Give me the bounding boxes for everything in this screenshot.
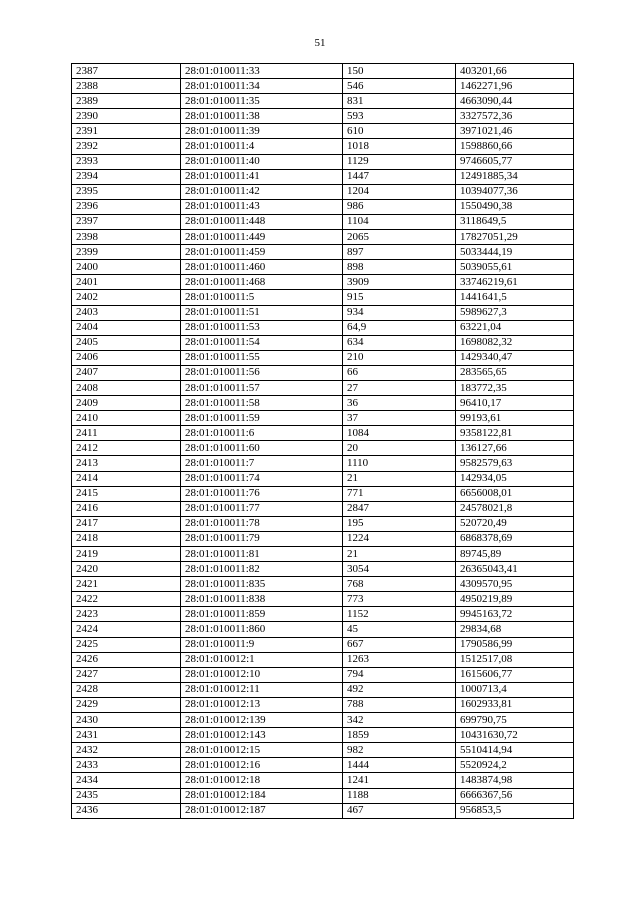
table-row xyxy=(72,94,574,109)
cadastral-number-cell: 28:01:010011:459 xyxy=(181,245,343,260)
area-cell: 2847 xyxy=(343,501,456,516)
area-cell: 1263 xyxy=(343,652,456,667)
area-cell: 1188 xyxy=(343,788,456,803)
area-cell: 210 xyxy=(343,350,456,365)
row-number-cell: 2391 xyxy=(72,124,181,139)
row-number-cell: 2421 xyxy=(72,577,181,592)
row-number-cell: 2425 xyxy=(72,637,181,652)
cadastral-number-cell: 28:01:010011:43 xyxy=(181,199,343,214)
row-number-cell: 2430 xyxy=(72,713,181,728)
cadastral-number-cell: 28:01:010012:187 xyxy=(181,803,343,818)
cadastral-value-cell: 3118649,5 xyxy=(456,214,574,229)
cadastral-number-cell: 28:01:010012:1 xyxy=(181,652,343,667)
table-row xyxy=(72,154,574,169)
cadastral-value-cell: 1550490,38 xyxy=(456,199,574,214)
table-row xyxy=(72,320,574,335)
table-row xyxy=(72,230,574,245)
area-cell: 986 xyxy=(343,199,456,214)
area-cell: 771 xyxy=(343,486,456,501)
cadastral-number-cell: 28:01:010011:7 xyxy=(181,456,343,471)
cadastral-number-cell: 28:01:010011:34 xyxy=(181,79,343,94)
area-cell: 897 xyxy=(343,245,456,260)
table-row xyxy=(72,169,574,184)
table-row xyxy=(72,335,574,350)
cadastral-value-cell: 99193,61 xyxy=(456,411,574,426)
cadastral-value-cell: 1602933,81 xyxy=(456,697,574,712)
cadastral-number-cell: 28:01:010011:42 xyxy=(181,184,343,199)
cadastral-number-cell: 28:01:010012:16 xyxy=(181,758,343,773)
area-cell: 667 xyxy=(343,637,456,652)
area-cell: 634 xyxy=(343,335,456,350)
cadastral-value-cell: 1790586,99 xyxy=(456,637,574,652)
area-cell: 788 xyxy=(343,697,456,712)
area-cell: 1224 xyxy=(343,531,456,546)
area-cell: 2065 xyxy=(343,230,456,245)
row-number-cell: 2405 xyxy=(72,335,181,350)
cadastral-value-cell: 5989627,3 xyxy=(456,305,574,320)
cadastral-number-cell: 28:01:010011:55 xyxy=(181,350,343,365)
row-number-cell: 2436 xyxy=(72,803,181,818)
area-cell: 1444 xyxy=(343,758,456,773)
cadastral-value-cell: 17827051,29 xyxy=(456,230,574,245)
area-cell: 915 xyxy=(343,290,456,305)
cadastral-number-cell: 28:01:010011:54 xyxy=(181,335,343,350)
table-row xyxy=(72,426,574,441)
cadastral-number-cell: 28:01:010011:57 xyxy=(181,380,343,395)
cadastral-value-cell: 9358122,81 xyxy=(456,426,574,441)
row-number-cell: 2396 xyxy=(72,199,181,214)
cadastral-value-cell: 1615606,77 xyxy=(456,667,574,682)
area-cell: 36 xyxy=(343,396,456,411)
area-cell: 1084 xyxy=(343,426,456,441)
cadastral-number-cell: 28:01:010011:38 xyxy=(181,109,343,124)
area-cell: 934 xyxy=(343,305,456,320)
row-number-cell: 2411 xyxy=(72,426,181,441)
cadastral-value-cell: 4950219,89 xyxy=(456,592,574,607)
row-number-cell: 2415 xyxy=(72,486,181,501)
area-cell: 1152 xyxy=(343,607,456,622)
cadastral-number-cell: 28:01:010011:468 xyxy=(181,275,343,290)
cadastral-value-cell: 33746219,61 xyxy=(456,275,574,290)
area-cell: 1447 xyxy=(343,169,456,184)
area-cell: 3054 xyxy=(343,562,456,577)
cadastral-number-cell: 28:01:010011:59 xyxy=(181,411,343,426)
row-number-cell: 2402 xyxy=(72,290,181,305)
area-cell: 467 xyxy=(343,803,456,818)
cadastral-number-cell: 28:01:010011:76 xyxy=(181,486,343,501)
cadastral-number-cell: 28:01:010011:79 xyxy=(181,531,343,546)
table-row xyxy=(72,728,574,743)
cadastral-number-cell: 28:01:010011:9 xyxy=(181,637,343,652)
cadastral-value-cell: 89745,89 xyxy=(456,547,574,562)
table-row xyxy=(72,275,574,290)
cadastral-number-cell: 28:01:010011:41 xyxy=(181,169,343,184)
cadastral-value-cell: 956853,5 xyxy=(456,803,574,818)
area-cell: 3909 xyxy=(343,275,456,290)
row-number-cell: 2412 xyxy=(72,441,181,456)
table-row xyxy=(72,441,574,456)
area-cell: 150 xyxy=(343,64,456,79)
cadastral-number-cell: 28:01:010012:143 xyxy=(181,728,343,743)
cadastral-value-cell: 183772,35 xyxy=(456,380,574,395)
cadastral-number-cell: 28:01:010011:56 xyxy=(181,365,343,380)
cadastral-value-cell: 3327572,36 xyxy=(456,109,574,124)
table-row xyxy=(72,305,574,320)
table-row xyxy=(72,486,574,501)
cadastral-value-cell: 1441641,5 xyxy=(456,290,574,305)
cadastral-number-cell: 28:01:010012:15 xyxy=(181,743,343,758)
row-number-cell: 2401 xyxy=(72,275,181,290)
area-cell: 1129 xyxy=(343,154,456,169)
area-cell: 982 xyxy=(343,743,456,758)
cadastral-value-cell: 1429340,47 xyxy=(456,350,574,365)
table-row xyxy=(72,199,574,214)
table-row xyxy=(72,803,574,818)
row-number-cell: 2392 xyxy=(72,139,181,154)
row-number-cell: 2431 xyxy=(72,728,181,743)
cadastral-value-cell: 520720,49 xyxy=(456,516,574,531)
table-row xyxy=(72,139,574,154)
row-number-cell: 2398 xyxy=(72,230,181,245)
area-cell: 794 xyxy=(343,667,456,682)
page-number: 51 xyxy=(314,37,326,49)
area-cell: 831 xyxy=(343,94,456,109)
cadastral-value-cell: 4309570,95 xyxy=(456,577,574,592)
row-number-cell: 2433 xyxy=(72,758,181,773)
table-row xyxy=(72,622,574,637)
row-number-cell: 2424 xyxy=(72,622,181,637)
table-row xyxy=(72,501,574,516)
row-number-cell: 2426 xyxy=(72,652,181,667)
row-number-cell: 2407 xyxy=(72,365,181,380)
row-number-cell: 2410 xyxy=(72,411,181,426)
row-number-cell: 2397 xyxy=(72,214,181,229)
area-cell: 342 xyxy=(343,713,456,728)
cadastral-number-cell: 28:01:010011:39 xyxy=(181,124,343,139)
table-row xyxy=(72,788,574,803)
row-number-cell: 2414 xyxy=(72,471,181,486)
cadastral-number-cell: 28:01:010012:10 xyxy=(181,667,343,682)
row-number-cell: 2423 xyxy=(72,607,181,622)
area-cell: 1859 xyxy=(343,728,456,743)
table-row xyxy=(72,184,574,199)
table-row xyxy=(72,773,574,788)
area-cell: 21 xyxy=(343,547,456,562)
table-row xyxy=(72,758,574,773)
table-row xyxy=(72,562,574,577)
cadastral-value-cell: 4663090,44 xyxy=(456,94,574,109)
cadastral-number-cell: 28:01:010012:139 xyxy=(181,713,343,728)
area-cell: 1104 xyxy=(343,214,456,229)
cadastral-number-cell: 28:01:010011:4 xyxy=(181,139,343,154)
table-row xyxy=(72,577,574,592)
row-number-cell: 2428 xyxy=(72,682,181,697)
table-row xyxy=(72,64,574,79)
cadastral-value-cell: 6868378,69 xyxy=(456,531,574,546)
cadastral-value-cell: 1598860,66 xyxy=(456,139,574,154)
cadastral-value-cell: 24578021,8 xyxy=(456,501,574,516)
table-row xyxy=(72,214,574,229)
area-cell: 21 xyxy=(343,471,456,486)
cadastral-value-cell: 63221,04 xyxy=(456,320,574,335)
table-row xyxy=(72,607,574,622)
table-row xyxy=(72,637,574,652)
row-number-cell: 2388 xyxy=(72,79,181,94)
table-row xyxy=(72,667,574,682)
cadastral-value-cell: 10394077,36 xyxy=(456,184,574,199)
area-cell: 768 xyxy=(343,577,456,592)
cadastral-value-cell: 29834,68 xyxy=(456,622,574,637)
area-cell: 1204 xyxy=(343,184,456,199)
cadastral-value-cell: 5033444,19 xyxy=(456,245,574,260)
table-row xyxy=(72,109,574,124)
cadastral-number-cell: 28:01:010011:448 xyxy=(181,214,343,229)
area-cell: 64,9 xyxy=(343,320,456,335)
table-row xyxy=(72,682,574,697)
table-row xyxy=(72,260,574,275)
table-row xyxy=(72,79,574,94)
cadastral-value-cell: 12491885,34 xyxy=(456,169,574,184)
row-number-cell: 2432 xyxy=(72,743,181,758)
area-cell: 45 xyxy=(343,622,456,637)
table-row xyxy=(72,365,574,380)
row-number-cell: 2390 xyxy=(72,109,181,124)
cadastral-value-cell: 9582579,63 xyxy=(456,456,574,471)
cadastral-number-cell: 28:01:010011:58 xyxy=(181,396,343,411)
table-row xyxy=(72,350,574,365)
table-row xyxy=(72,652,574,667)
cadastral-number-cell: 28:01:010011:835 xyxy=(181,577,343,592)
cadastral-number-cell: 28:01:010011:5 xyxy=(181,290,343,305)
row-number-cell: 2394 xyxy=(72,169,181,184)
cadastral-number-cell: 28:01:010011:82 xyxy=(181,562,343,577)
table-row xyxy=(72,531,574,546)
cadastral-number-cell: 28:01:010012:13 xyxy=(181,697,343,712)
area-cell: 1241 xyxy=(343,773,456,788)
cadastral-number-cell: 28:01:010011:860 xyxy=(181,622,343,637)
cadastral-number-cell: 28:01:010012:18 xyxy=(181,773,343,788)
cadastral-number-cell: 28:01:010011:60 xyxy=(181,441,343,456)
cadastral-value-cell: 96410,17 xyxy=(456,396,574,411)
cadastral-value-cell: 9746605,77 xyxy=(456,154,574,169)
row-number-cell: 2395 xyxy=(72,184,181,199)
row-number-cell: 2427 xyxy=(72,667,181,682)
table-row xyxy=(72,456,574,471)
table-row xyxy=(72,411,574,426)
table-row xyxy=(72,396,574,411)
row-number-cell: 2387 xyxy=(72,64,181,79)
row-number-cell: 2409 xyxy=(72,396,181,411)
table-row xyxy=(72,124,574,139)
row-number-cell: 2393 xyxy=(72,154,181,169)
cadastral-value-cell: 283565,65 xyxy=(456,365,574,380)
table-row xyxy=(72,245,574,260)
cadastral-number-cell: 28:01:010011:77 xyxy=(181,501,343,516)
area-cell: 898 xyxy=(343,260,456,275)
row-number-cell: 2404 xyxy=(72,320,181,335)
row-number-cell: 2403 xyxy=(72,305,181,320)
area-cell: 37 xyxy=(343,411,456,426)
cadastral-number-cell: 28:01:010011:859 xyxy=(181,607,343,622)
cadastral-value-cell: 1000713,4 xyxy=(456,682,574,697)
cadastral-value-cell: 5520924,2 xyxy=(456,758,574,773)
row-number-cell: 2434 xyxy=(72,773,181,788)
area-cell: 66 xyxy=(343,365,456,380)
cadastral-number-cell: 28:01:010012:184 xyxy=(181,788,343,803)
cadastral-number-cell: 28:01:010011:838 xyxy=(181,592,343,607)
table-row xyxy=(72,516,574,531)
cadastral-number-cell: 28:01:010011:460 xyxy=(181,260,343,275)
row-number-cell: 2429 xyxy=(72,697,181,712)
table-row xyxy=(72,592,574,607)
cadastral-value-cell: 10431630,72 xyxy=(456,728,574,743)
cadastral-number-cell: 28:01:010011:449 xyxy=(181,230,343,245)
row-number-cell: 2400 xyxy=(72,260,181,275)
cadastral-value-cell: 6666367,56 xyxy=(456,788,574,803)
area-cell: 195 xyxy=(343,516,456,531)
area-cell: 610 xyxy=(343,124,456,139)
row-number-cell: 2408 xyxy=(72,380,181,395)
cadastral-value-cell: 1512517,08 xyxy=(456,652,574,667)
table-row xyxy=(72,743,574,758)
row-number-cell: 2417 xyxy=(72,516,181,531)
table-row xyxy=(72,697,574,712)
table-row xyxy=(72,471,574,486)
row-number-cell: 2422 xyxy=(72,592,181,607)
table-row xyxy=(72,547,574,562)
row-number-cell: 2418 xyxy=(72,531,181,546)
area-cell: 1018 xyxy=(343,139,456,154)
cadastral-number-cell: 28:01:010011:78 xyxy=(181,516,343,531)
cadastral-value-cell: 3971021,46 xyxy=(456,124,574,139)
area-cell: 27 xyxy=(343,380,456,395)
row-number-cell: 2419 xyxy=(72,547,181,562)
table-row xyxy=(72,290,574,305)
cadastral-number-cell: 28:01:010012:11 xyxy=(181,682,343,697)
cadastral-value-cell: 5039055,61 xyxy=(456,260,574,275)
cadastral-number-cell: 28:01:010011:6 xyxy=(181,426,343,441)
row-number-cell: 2406 xyxy=(72,350,181,365)
row-number-cell: 2413 xyxy=(72,456,181,471)
cadastral-value-cell: 1483874,98 xyxy=(456,773,574,788)
cadastral-value-cell: 6656008,01 xyxy=(456,486,574,501)
cadastral-value-table xyxy=(71,63,574,819)
cadastral-number-cell: 28:01:010011:53 xyxy=(181,320,343,335)
cadastral-number-cell: 28:01:010011:81 xyxy=(181,547,343,562)
row-number-cell: 2420 xyxy=(72,562,181,577)
cadastral-value-cell: 9945163,72 xyxy=(456,607,574,622)
cadastral-value-cell: 1698082,32 xyxy=(456,335,574,350)
table-row xyxy=(72,380,574,395)
area-cell: 546 xyxy=(343,79,456,94)
row-number-cell: 2416 xyxy=(72,501,181,516)
cadastral-number-cell: 28:01:010011:74 xyxy=(181,471,343,486)
cadastral-value-cell: 142934,05 xyxy=(456,471,574,486)
area-cell: 773 xyxy=(343,592,456,607)
area-cell: 492 xyxy=(343,682,456,697)
cadastral-number-cell: 28:01:010011:35 xyxy=(181,94,343,109)
cadastral-value-cell: 5510414,94 xyxy=(456,743,574,758)
cadastral-number-cell: 28:01:010011:51 xyxy=(181,305,343,320)
area-cell: 20 xyxy=(343,441,456,456)
cadastral-number-cell: 28:01:010011:33 xyxy=(181,64,343,79)
row-number-cell: 2399 xyxy=(72,245,181,260)
area-cell: 593 xyxy=(343,109,456,124)
cadastral-value-cell: 403201,66 xyxy=(456,64,574,79)
cadastral-value-cell: 699790,75 xyxy=(456,713,574,728)
area-cell: 1110 xyxy=(343,456,456,471)
cadastral-value-cell: 136127,66 xyxy=(456,441,574,456)
table-body xyxy=(72,64,574,819)
row-number-cell: 2435 xyxy=(72,788,181,803)
cadastral-value-cell: 26365043,41 xyxy=(456,562,574,577)
cadastral-number-cell: 28:01:010011:40 xyxy=(181,154,343,169)
cadastral-value-cell: 1462271,96 xyxy=(456,79,574,94)
table-row xyxy=(72,713,574,728)
row-number-cell: 2389 xyxy=(72,94,181,109)
